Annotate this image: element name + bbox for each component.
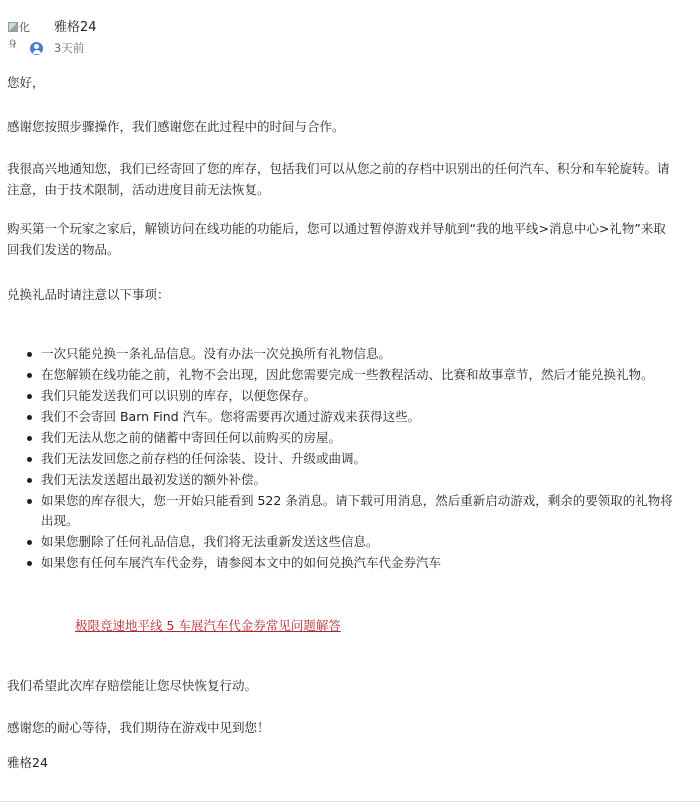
voucher-faq-link[interactable]: 极限竞速地平线 5 车展汽车代金券常见问题解答 — [75, 618, 341, 633]
signature: 雅格24 — [7, 755, 48, 770]
greeting-text: 您好， — [7, 75, 45, 90]
inventory-paragraph: 我很高兴地通知您，我们已经寄回了您的库存，包括我们可以从您之前的存档中识别出的任何汽车、积分和车轮旋转。请注意，由于技术限制，活动进度目前无法恢复。 — [7, 161, 670, 197]
gift-retrieval-paragraph: 购买第一个玩家之家后，解锁访问在线功能的功能后，您可以通过暂停游戏并导航到“我的地平线>消息中心>礼物”来取回我们发送的物品。 — [7, 221, 666, 257]
notes-intro: 兑换礼品时请注意以下事项： — [7, 287, 170, 302]
list-item: 我们无法发回您之前存档的任何涂装、设计、升级或曲调。 — [41, 449, 675, 469]
list-item: 我们无法发送超出最初发送的额外补偿。 — [41, 470, 675, 490]
closing-thanks-text: 感谢您的耐心等待，我们期待在游戏中见到您！ — [7, 720, 270, 735]
list-item: 如果您有任何车展汽车代金券，请参阅本文中的如何兑换汽车代金券汽车 — [41, 553, 675, 573]
avatar-alt-text: 化 — [19, 21, 30, 34]
post-header — [6, 14, 686, 60]
thanks-paragraph: 感谢您按照步骤操作，我们感谢您在此过程中的时间与合作。 — [7, 119, 345, 134]
post-timestamp: 3天前 — [54, 41, 85, 55]
list-item: 在您解锁在线功能之前，礼物不会出现，因此您需要完成一些教程活动、比赛和故事章节，然后才能兑换礼物。 — [41, 365, 675, 385]
bottom-divider — [0, 801, 700, 802]
list-item: 我们不会寄回 Barn Find 汽车。您将需要再次通过游戏来获得这些。 — [41, 407, 675, 427]
list-item: 如果您删除了任何礼品信息，我们将无法重新发送这些信息。 — [41, 532, 675, 552]
list-item: 我们只能发送我们可以识别的库存，以便您保存。 — [41, 386, 675, 406]
user-icon — [30, 42, 43, 55]
avatar-alt-text-overflow: 身 — [8, 40, 18, 50]
list-item: 一次只能兑换一条礼品信息。没有办法一次兑换所有礼物信息。 — [41, 344, 675, 364]
list-item: 我们无法从您之前的储蓄中寄回任何以前购买的房屋。 — [41, 428, 675, 448]
author-name[interactable]: 雅格24 — [54, 20, 97, 35]
notes-list — [7, 344, 675, 574]
list-item: 如果您的库存很大，您一开始只能看到 522 条消息。请下载可用消息，然后重新启动游戏，剩余的要领取的礼物将出现。 — [41, 491, 675, 531]
broken-image-icon — [8, 22, 18, 32]
closing-hope-text: 我们希望此次库存赔偿能让您尽快恢复行动。 — [7, 678, 258, 693]
